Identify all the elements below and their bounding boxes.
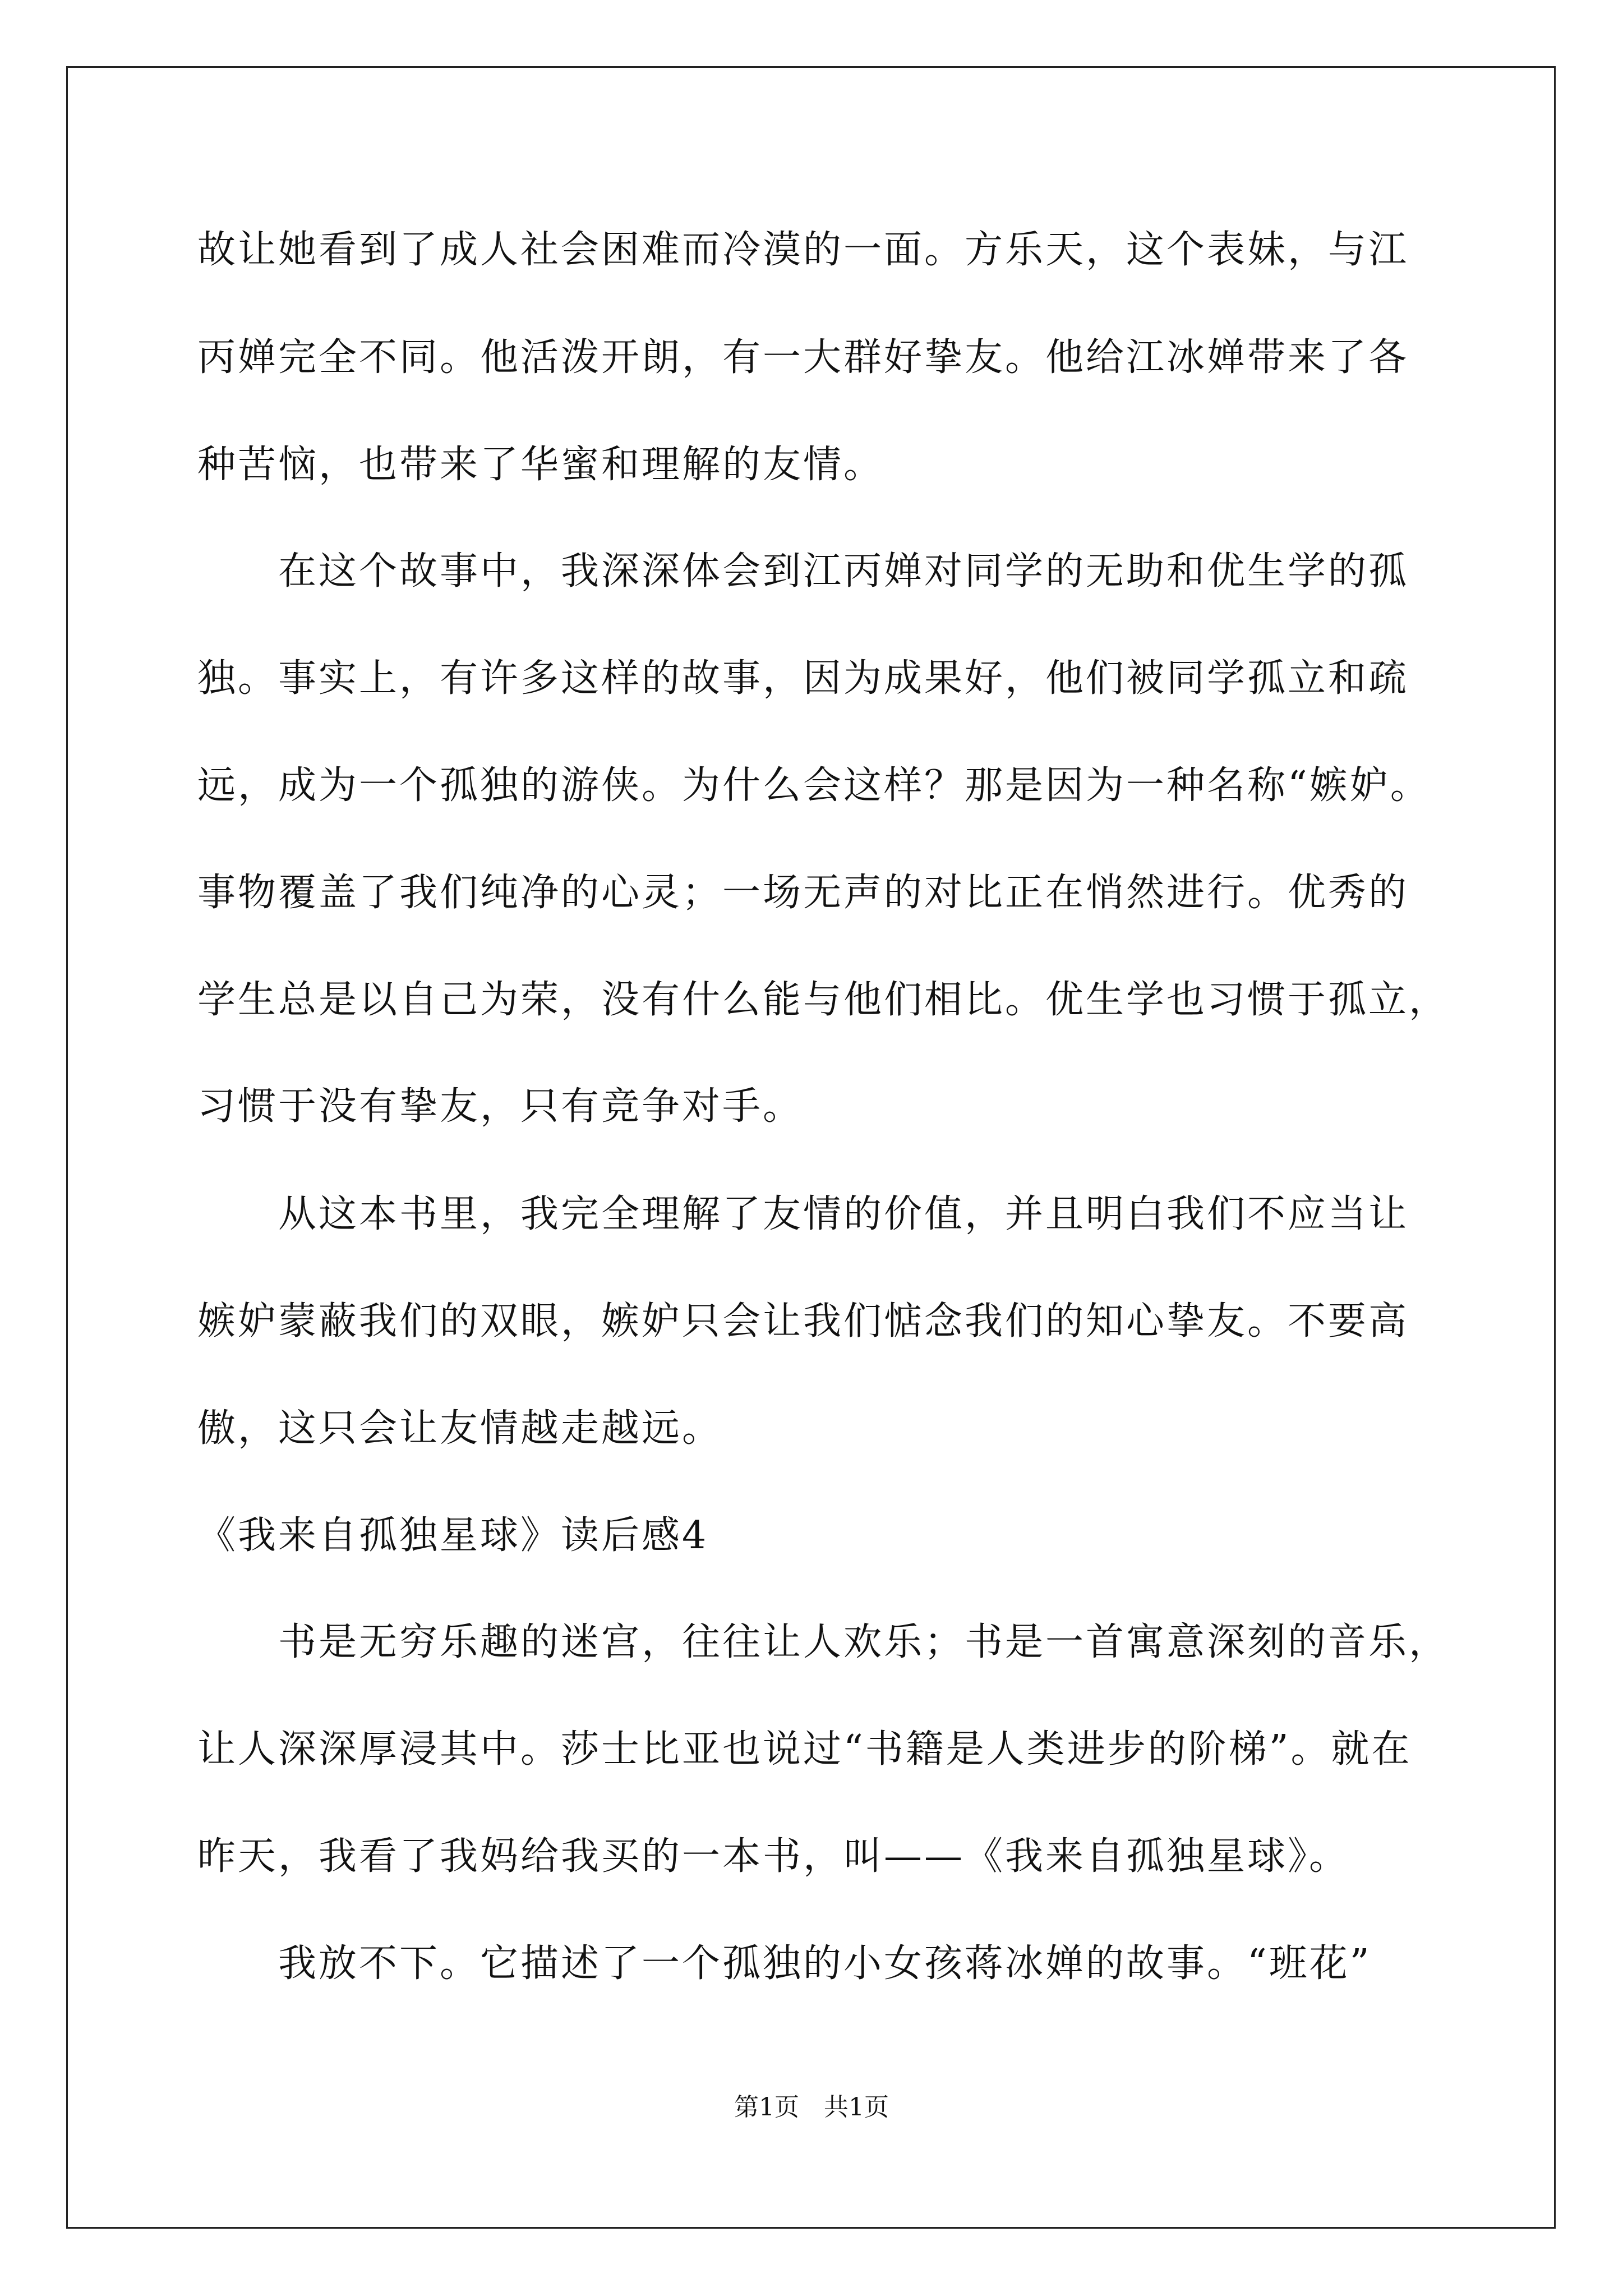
text-line: 故让她看到了成人社会困难而冷漠的一面。方乐天，这个表妹，与江 [197, 228, 1409, 272]
page-border [66, 66, 1556, 2229]
text-line: 书是无穷乐趣的迷宫，往往让人欢乐；书是一首寓意深刻的音乐， [197, 1620, 1450, 1664]
text-line: 我放不下。它描述了一个孤独的小女孩蒋冰婵的故事。“班花” [197, 1941, 1372, 1986]
text-line: 习惯于没有挚友，只有竞争对手。 [197, 1084, 804, 1129]
text-line: 嫉妒蒙蔽我们的双眼，嫉妒只会让我们惦念我们的知心挚友。不要高 [197, 1299, 1409, 1343]
section-heading: 《我来自孤独星球》读后感4 [197, 1513, 709, 1558]
text-line: 事物覆盖了我们纯净的心灵；一场无声的对比正在悄然进行。优秀的 [197, 871, 1409, 915]
text-line: 傲，这只会让友情越走越远。 [197, 1406, 723, 1451]
text-line: 丙婵完全不同。他活泼开朗，有一大群好挚友。他给江冰婵带来了各 [197, 335, 1409, 380]
text-line: 学生总是以自己为荣，没有什么能与他们相比。优生学也习惯于孤立， [197, 978, 1450, 1022]
text-line: 种苦恼，也带来了华蜜和理解的友情。 [197, 443, 884, 487]
page-footer: 第1页 共1页 [734, 2093, 889, 2122]
text-line: 远，成为一个孤独的游侠。为什么会这样？那是因为一种名称“嫉妒。 [197, 763, 1431, 808]
text-line: 从这本书里，我完全理解了友情的价值，并且明白我们不应当让 [197, 1192, 1409, 1236]
text-line: 昨天，我看了我妈给我买的一本书，叫——《我来自孤独星球》。 [197, 1834, 1350, 1879]
text-line: 在这个故事中，我深深体会到江丙婵对同学的无助和优生学的孤 [197, 549, 1409, 593]
text-line: 让人深深厚浸其中。莎士比亚也说过“书籍是人类进步的阶梯”。就在 [197, 1727, 1412, 1772]
text-line: 独。事实上，有许多这样的故事，因为成果好，他们被同学孤立和疏 [197, 656, 1409, 701]
